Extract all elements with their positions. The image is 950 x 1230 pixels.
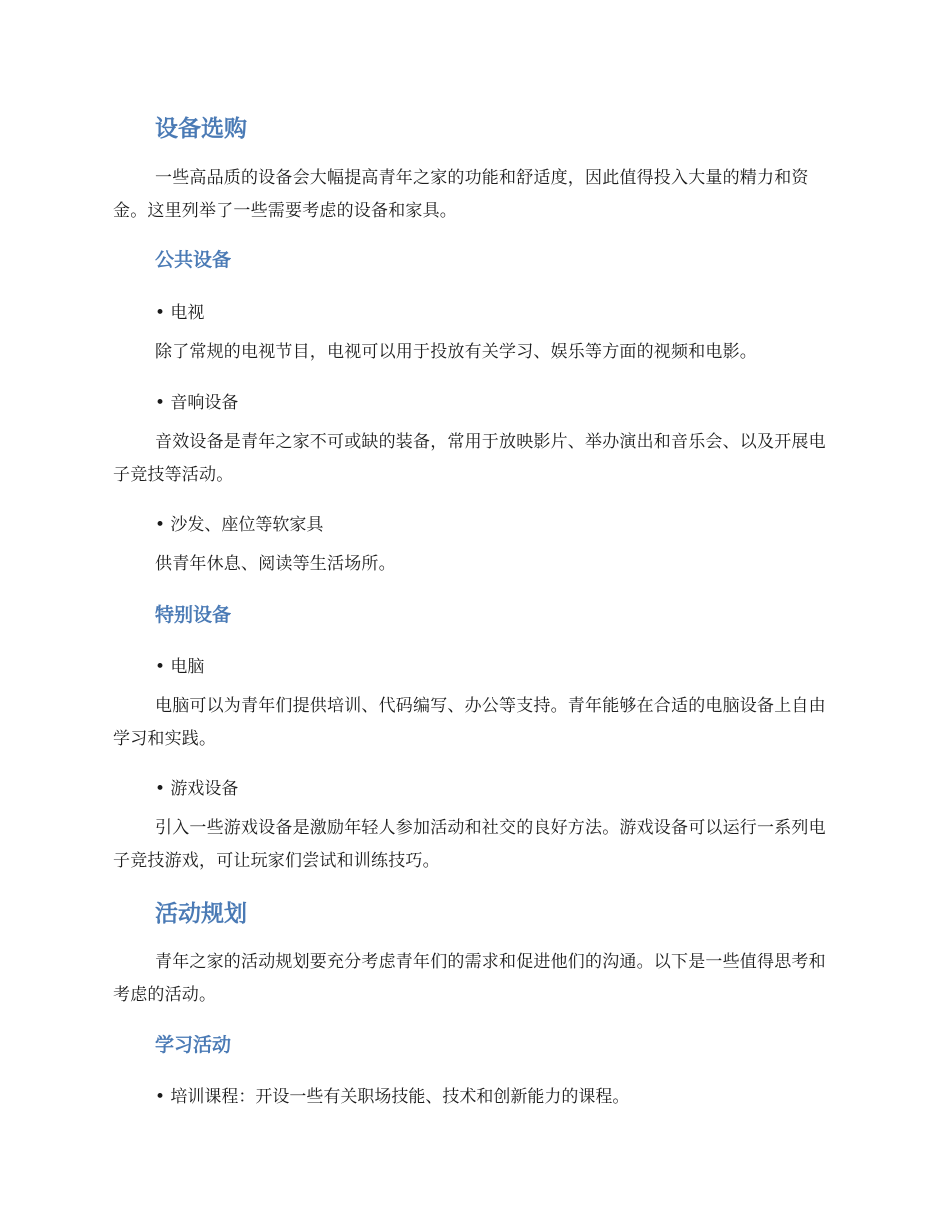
subheading-public-equipment: 公共设备 [155, 249, 232, 271]
subheading-special-equipment: 特别设备 [155, 604, 232, 626]
paragraph-tv: 除了常规的电视节目，电视可以用于投放有关学习、娱乐等方面的视频和电影。 [155, 342, 757, 362]
bullet-tv: • 电视 [155, 303, 205, 323]
bullet-sofa: • 沙发、座位等软家具 [155, 515, 324, 535]
bullet-audio: • 音响设备 [155, 393, 239, 413]
bullet-training-courses: • 培训课程：开设一些有关职场技能、技术和创新能力的课程。 [155, 1087, 630, 1107]
paragraph-computer: 电脑可以为青年们提供培训、代码编写、办公等支持。青年能够在合适的电脑设备上自由学习和实践。 [113, 696, 826, 749]
bullet-computer: • 电脑 [155, 657, 205, 677]
bullet-gaming: • 游戏设备 [155, 779, 239, 799]
paragraph-activities-intro: 青年之家的活动规划要充分考虑青年们的需求和促进他们的沟通。以下是一些值得思考和考虑的活动。 [113, 952, 826, 1005]
subheading-learning-activities: 学习活动 [155, 1034, 232, 1056]
paragraph-audio: 音效设备是青年之家不可或缺的装备，常用于放映影片、举办演出和音乐会、以及开展电子竞技等活动。 [113, 432, 826, 485]
paragraph-sofa: 供青年休息、阅读等生活场所。 [155, 554, 396, 574]
paragraph-equipment-intro: 一些高品质的设备会大幅提高青年之家的功能和舒适度，因此值得投入大量的精力和资金。这里列举了一些需要考虑的设备和家具。 [113, 168, 809, 221]
section-heading-activities: 活动规划 [155, 901, 247, 927]
paragraph-gaming: 引入一些游戏设备是激励年轻人参加活动和社交的良好方法。游戏设备可以运行一系列电子竞技游戏，可让玩家们尝试和训练技巧。 [113, 818, 826, 871]
section-heading-equipment: 设备选购 [155, 116, 247, 142]
